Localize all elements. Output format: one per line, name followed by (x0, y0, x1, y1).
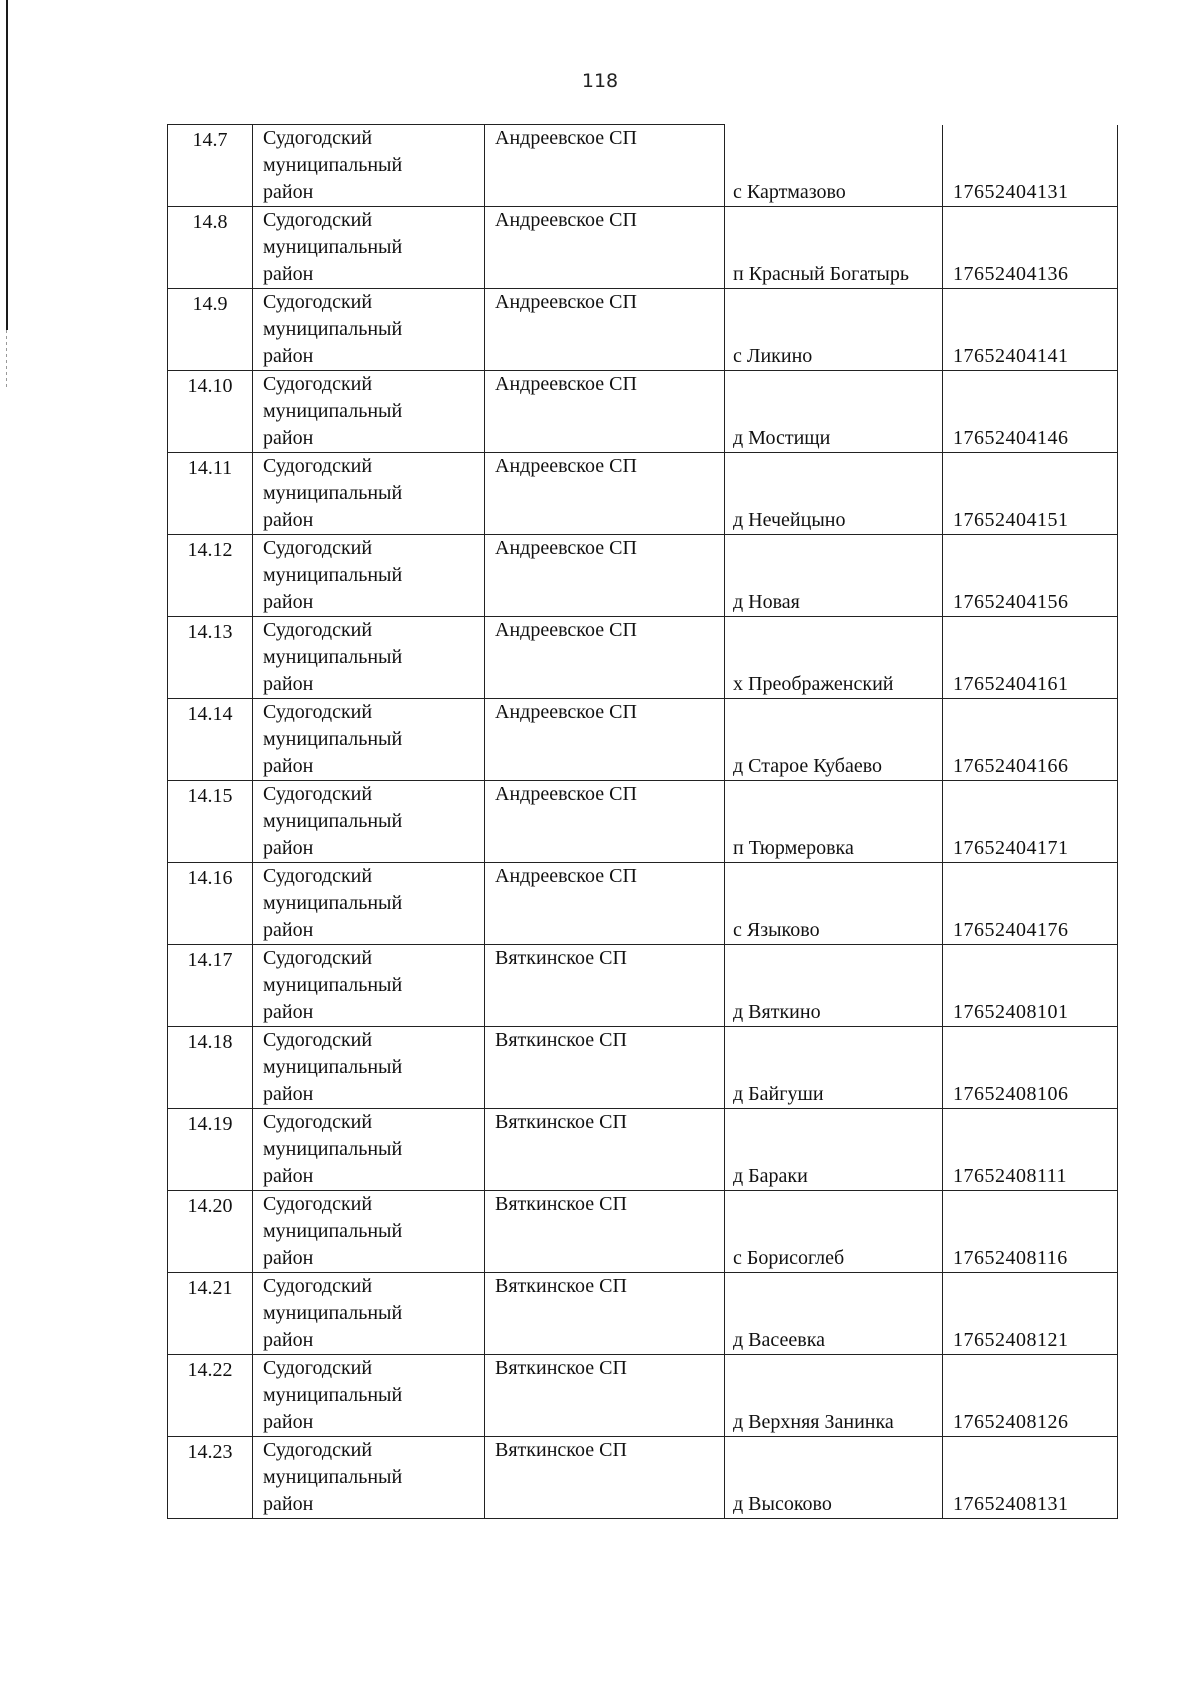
locality-cell: с Языково (725, 863, 943, 945)
district-line: район (263, 181, 314, 203)
row-number: 14.22 (168, 1355, 253, 1437)
district-line: Судогодский (263, 373, 373, 395)
district-line: район (263, 1247, 314, 1269)
district-line: муниципальный (263, 810, 403, 832)
table-row (168, 1437, 1118, 1519)
district-cell (253, 453, 485, 535)
district-line: Судогодский (263, 947, 373, 969)
locality-cell: х Преображенский (725, 617, 943, 699)
district-line: муниципальный (263, 974, 403, 996)
district-line: муниципальный (263, 1302, 403, 1324)
row-number: 14.23 (168, 1437, 253, 1519)
district-line: район (263, 755, 314, 777)
district-line: район (263, 919, 314, 941)
district-line: район (263, 263, 314, 285)
row-number: 14.16 (168, 863, 253, 945)
district-line: район (263, 1329, 314, 1351)
settlement-cell: Андреевское СП (485, 699, 725, 781)
district-cell (253, 945, 485, 1027)
locality-cell: д Бараки (725, 1109, 943, 1191)
district-line: муниципальный (263, 892, 403, 914)
row-number: 14.14 (168, 699, 253, 781)
district-line: Судогодский (263, 1193, 373, 1215)
oktmo-code-cell: 17652404176 (943, 863, 1118, 945)
district-line: район (263, 427, 314, 449)
district-cell (253, 535, 485, 617)
district-line: район (263, 673, 314, 695)
locality-cell: п Красный Богатырь (725, 207, 943, 289)
district-cell (253, 617, 485, 699)
district-line: Судогодский (263, 291, 373, 313)
district-line: Судогодский (263, 1357, 373, 1379)
locality-cell: с Картмазово (725, 125, 943, 207)
district-line: Судогодский (263, 537, 373, 559)
district-line: муниципальный (263, 1384, 403, 1406)
district-line: район (263, 1083, 314, 1105)
table-row (168, 1191, 1118, 1273)
scan-edge-mark-faint (6, 330, 7, 390)
district-cell (253, 1355, 485, 1437)
district-line: район (263, 1411, 314, 1433)
oktmo-code-cell: 17652408101 (943, 945, 1118, 1027)
oktmo-code-cell: 17652408116 (943, 1191, 1118, 1273)
district-line: Судогодский (263, 1029, 373, 1051)
district-line: муниципальный (263, 400, 403, 422)
settlement-cell: Вяткинское СП (485, 1191, 725, 1273)
oktmo-code-cell: 17652408126 (943, 1355, 1118, 1437)
settlement-cell: Андреевское СП (485, 125, 725, 207)
settlement-cell: Вяткинское СП (485, 1027, 725, 1109)
district-line: муниципальный (263, 482, 403, 504)
settlement-cell: Вяткинское СП (485, 1437, 725, 1519)
table-row (168, 1109, 1118, 1191)
table-row (168, 289, 1118, 371)
row-number: 14.10 (168, 371, 253, 453)
district-cell (253, 1437, 485, 1519)
district-line: район (263, 1165, 314, 1187)
table-row (168, 1355, 1118, 1437)
locality-cell: д Нечейцыно (725, 453, 943, 535)
locality-cell: д Новая (725, 535, 943, 617)
settlement-cell: Андреевское СП (485, 863, 725, 945)
row-number: 14.15 (168, 781, 253, 863)
district-cell (253, 371, 485, 453)
settlement-cell: Андреевское СП (485, 781, 725, 863)
oktmo-code-cell: 17652404136 (943, 207, 1118, 289)
row-number: 14.19 (168, 1109, 253, 1191)
oktmo-code-cell: 17652408111 (943, 1109, 1118, 1191)
district-line: муниципальный (263, 236, 403, 258)
district-cell (253, 1191, 485, 1273)
row-number: 14.17 (168, 945, 253, 1027)
settlement-cell: Андреевское СП (485, 535, 725, 617)
district-line: муниципальный (263, 1220, 403, 1242)
oktmo-code-cell: 17652408131 (943, 1437, 1118, 1519)
district-line: муниципальный (263, 564, 403, 586)
row-number: 14.13 (168, 617, 253, 699)
oktmo-code-cell: 17652404151 (943, 453, 1118, 535)
district-line: район (263, 591, 314, 613)
district-line: Судогодский (263, 1111, 373, 1133)
oktmo-code-cell: 17652404161 (943, 617, 1118, 699)
district-line: Судогодский (263, 209, 373, 231)
table-row (168, 781, 1118, 863)
oktmo-code-cell: 17652404131 (943, 125, 1118, 207)
settlement-cell: Андреевское СП (485, 207, 725, 289)
district-line: муниципальный (263, 154, 403, 176)
district-line: район (263, 509, 314, 531)
row-number: 14.8 (168, 207, 253, 289)
table-row (168, 453, 1118, 535)
scan-edge-mark (6, 0, 8, 330)
district-line: Судогодский (263, 619, 373, 641)
district-line: Судогодский (263, 701, 373, 723)
oktmo-code-cell: 17652404141 (943, 289, 1118, 371)
district-line: Судогодский (263, 865, 373, 887)
district-line: муниципальный (263, 1138, 403, 1160)
district-line: район (263, 1493, 314, 1515)
district-line: муниципальный (263, 1056, 403, 1078)
settlement-cell: Вяткинское СП (485, 1273, 725, 1355)
oktmo-code-cell: 17652404156 (943, 535, 1118, 617)
district-cell (253, 781, 485, 863)
district-line: муниципальный (263, 1466, 403, 1488)
row-number: 14.11 (168, 453, 253, 535)
district-line: муниципальный (263, 646, 403, 668)
oktmo-code-cell: 17652408106 (943, 1027, 1118, 1109)
locality-cell: п Тюрмеровка (725, 781, 943, 863)
district-line: муниципальный (263, 728, 403, 750)
row-number: 14.7 (168, 125, 253, 207)
oktmo-code-cell: 17652404146 (943, 371, 1118, 453)
locality-cell: д Верхняя Занинка (725, 1355, 943, 1437)
district-cell (253, 1109, 485, 1191)
district-line: район (263, 1001, 314, 1023)
oktmo-code-cell: 17652404171 (943, 781, 1118, 863)
district-cell (253, 289, 485, 371)
row-number: 14.9 (168, 289, 253, 371)
table-row (168, 371, 1118, 453)
table-row (168, 863, 1118, 945)
settlement-cell: Вяткинское СП (485, 1109, 725, 1191)
table-row (168, 125, 1118, 207)
table-row (168, 535, 1118, 617)
table-row (168, 617, 1118, 699)
row-number: 14.21 (168, 1273, 253, 1355)
table-row (168, 945, 1118, 1027)
row-number: 14.12 (168, 535, 253, 617)
district-line: Судогодский (263, 455, 373, 477)
table-row (168, 699, 1118, 781)
locality-cell: д Вяткино (725, 945, 943, 1027)
registry-table (167, 124, 1118, 1519)
locality-cell: д Байгуши (725, 1027, 943, 1109)
district-line: Судогодский (263, 783, 373, 805)
settlement-cell: Андреевское СП (485, 289, 725, 371)
page-number: 118 (581, 70, 619, 92)
district-line: муниципальный (263, 318, 403, 340)
settlement-cell: Андреевское СП (485, 617, 725, 699)
settlement-cell: Вяткинское СП (485, 945, 725, 1027)
settlement-cell: Вяткинское СП (485, 1355, 725, 1437)
row-number: 14.20 (168, 1191, 253, 1273)
district-cell (253, 1027, 485, 1109)
district-cell (253, 863, 485, 945)
locality-cell: д Васеевка (725, 1273, 943, 1355)
district-line: район (263, 345, 314, 367)
locality-cell: д Мостищи (725, 371, 943, 453)
district-cell (253, 1273, 485, 1355)
row-number: 14.18 (168, 1027, 253, 1109)
district-cell (253, 125, 485, 207)
table-row (168, 1273, 1118, 1355)
locality-cell: с Борисоглеб (725, 1191, 943, 1273)
oktmo-code-cell: 17652404166 (943, 699, 1118, 781)
registry-table-body (168, 125, 1118, 1519)
oktmo-code-cell: 17652408121 (943, 1273, 1118, 1355)
settlement-cell: Андреевское СП (485, 453, 725, 535)
table-row (168, 207, 1118, 289)
district-cell (253, 699, 485, 781)
locality-cell: д Высоково (725, 1437, 943, 1519)
district-line: Судогодский (263, 1439, 373, 1461)
district-cell (253, 207, 485, 289)
district-line: Судогодский (263, 1275, 373, 1297)
district-line: район (263, 837, 314, 859)
settlement-cell: Андреевское СП (485, 371, 725, 453)
locality-cell: д Старое Кубаево (725, 699, 943, 781)
district-line: Судогодский (263, 127, 373, 149)
locality-cell: с Ликино (725, 289, 943, 371)
table-row (168, 1027, 1118, 1109)
